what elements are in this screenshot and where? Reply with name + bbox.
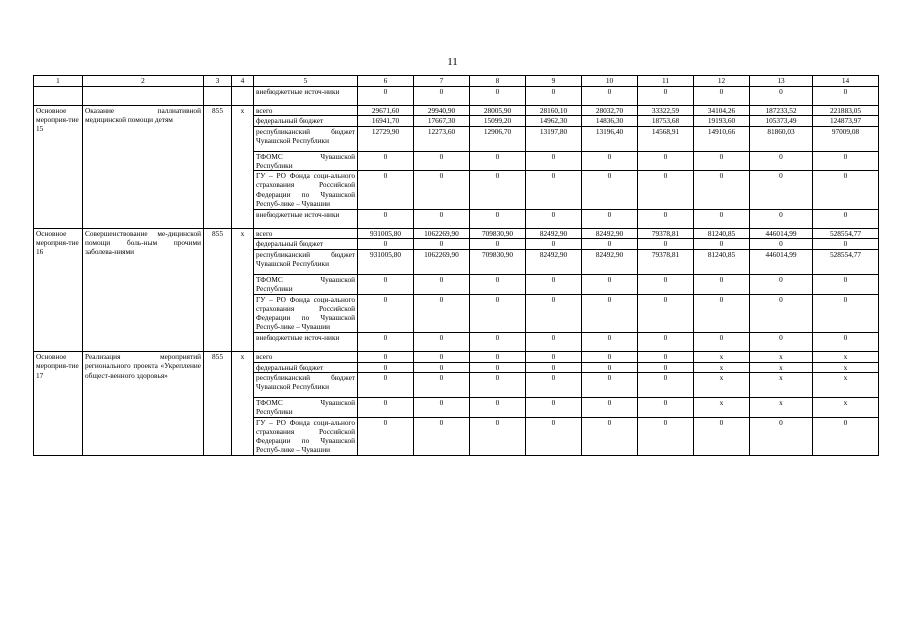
amount-cell: 0 (638, 332, 694, 352)
funding-source: федеральный бюджет (254, 116, 358, 126)
funding-source: республиканский бюджет Чувашской Республики (254, 249, 358, 274)
amount-cell: 17667,30 (414, 116, 470, 126)
amount-cell: 0 (638, 362, 694, 372)
amount-cell: 0 (470, 209, 526, 229)
amount-cell: 0 (582, 294, 638, 332)
amount-cell: 0 (638, 239, 694, 249)
amount-cell: 81240,85 (694, 229, 750, 239)
amount-cell: 0 (638, 209, 694, 229)
column-header-12: 12 (694, 76, 750, 87)
amount-cell: 29671,60 (358, 106, 414, 116)
amount-cell: 0 (358, 362, 414, 372)
empty-cell (232, 87, 254, 106)
amount-cell: 82492,90 (526, 249, 582, 274)
event-number: Основное мероприя-тие 16 (34, 229, 83, 352)
amount-cell: 0 (813, 171, 879, 209)
amount-cell: 0 (414, 151, 470, 171)
amount-cell: 0 (694, 87, 750, 106)
amount-cell: 0 (638, 171, 694, 209)
amount-cell: 12906,70 (470, 126, 526, 151)
event-name: Совершенствование ме-дицинской помощи боль-ным прочими заболева-ниями (83, 229, 204, 352)
funding-source: внебюджетные источ-ники (254, 87, 358, 106)
empty-cell (34, 87, 83, 106)
amount-cell: 19193,60 (694, 116, 750, 126)
amount-cell: 0 (813, 209, 879, 229)
amount-cell: 0 (638, 352, 694, 362)
amount-cell: 446014,99 (750, 229, 813, 239)
event-name: Оказание паллиативной медицинской помощи детям (83, 106, 204, 229)
funding-source: внебюджетные источ-ники (254, 209, 358, 229)
funding-source: федеральный бюджет (254, 239, 358, 249)
column-header-3: 3 (204, 76, 232, 87)
column-header-14: 14 (813, 76, 879, 87)
amount-cell: 0 (813, 417, 879, 455)
amount-cell: 29940,90 (414, 106, 470, 116)
amount-cell: х (750, 398, 813, 418)
amount-cell: 0 (813, 274, 879, 294)
amount-cell: 0 (526, 352, 582, 362)
amount-cell: 221883,05 (813, 106, 879, 116)
amount-cell: 0 (414, 171, 470, 209)
amount-cell: 931005,80 (358, 249, 414, 274)
amount-cell: 12273,60 (414, 126, 470, 151)
amount-cell: 0 (526, 372, 582, 397)
amount-cell: 0 (582, 398, 638, 418)
amount-cell: 0 (582, 87, 638, 106)
amount-cell: 0 (638, 274, 694, 294)
amount-cell: 14910,66 (694, 126, 750, 151)
amount-cell: 79378,81 (638, 249, 694, 274)
amount-cell: 0 (694, 332, 750, 352)
amount-cell: 0 (470, 332, 526, 352)
amount-cell: 0 (358, 372, 414, 397)
amount-cell: х (694, 398, 750, 418)
amount-cell: 0 (358, 417, 414, 455)
amount-cell: 0 (414, 398, 470, 418)
funding-source: внебюджетные источ-ники (254, 332, 358, 352)
table-row (34, 352, 879, 362)
budget-code: 855 (204, 106, 232, 229)
amount-cell: 0 (470, 362, 526, 372)
amount-cell: х (750, 372, 813, 397)
amount-cell: 28005,90 (470, 106, 526, 116)
amount-cell: 0 (358, 171, 414, 209)
amount-cell: 0 (414, 294, 470, 332)
amount-cell: х (694, 372, 750, 397)
amount-cell: 0 (582, 362, 638, 372)
amount-cell: 0 (358, 274, 414, 294)
amount-cell: 0 (813, 332, 879, 352)
amount-cell: 0 (694, 151, 750, 171)
amount-cell: 0 (750, 239, 813, 249)
amount-cell: 0 (582, 239, 638, 249)
amount-cell: 79378,81 (638, 229, 694, 239)
amount-cell: 0 (526, 274, 582, 294)
amount-cell: 0 (414, 274, 470, 294)
table-header (34, 76, 879, 87)
amount-cell: 0 (638, 372, 694, 397)
table-row (34, 229, 879, 239)
amount-cell: 0 (358, 352, 414, 362)
amount-cell: 0 (582, 209, 638, 229)
amount-cell: 0 (414, 352, 470, 362)
amount-cell: 0 (526, 332, 582, 352)
column-header-6: 6 (358, 76, 414, 87)
amount-cell: 1062269,90 (414, 229, 470, 239)
event-number: Основное мероприя-тие 15 (34, 106, 83, 229)
amount-cell: 0 (414, 239, 470, 249)
amount-cell: 0 (750, 151, 813, 171)
amount-cell: 0 (470, 294, 526, 332)
amount-cell: 0 (526, 171, 582, 209)
amount-cell: 0 (358, 332, 414, 352)
funding-source: всего (254, 229, 358, 239)
amount-cell: 0 (694, 239, 750, 249)
amount-cell: 0 (358, 294, 414, 332)
mark-cell: х (232, 106, 254, 229)
amount-cell: 0 (638, 417, 694, 455)
amount-cell: 0 (813, 87, 879, 106)
amount-cell: 709830,90 (470, 229, 526, 239)
amount-cell: х (694, 362, 750, 372)
amount-cell: 0 (526, 209, 582, 229)
amount-cell: 0 (582, 372, 638, 397)
amount-cell: 0 (750, 294, 813, 332)
amount-cell: х (694, 352, 750, 362)
amount-cell: 13196,40 (582, 126, 638, 151)
funding-source: всего (254, 106, 358, 116)
budget-code: 855 (204, 229, 232, 352)
amount-cell: 709830,90 (470, 249, 526, 274)
empty-cell (204, 87, 232, 106)
amount-cell: 0 (414, 332, 470, 352)
funding-source: ГУ – РО Фонда соци-ального страхования Российской Федерации по Чувашской Респуб-лике – Чувашии (254, 417, 358, 455)
column-header-4: 4 (232, 76, 254, 87)
column-header-7: 7 (414, 76, 470, 87)
column-header-5: 5 (254, 76, 358, 87)
amount-cell: 0 (750, 209, 813, 229)
amount-cell: х (813, 372, 879, 397)
amount-cell: 0 (582, 274, 638, 294)
amount-cell: 0 (414, 209, 470, 229)
column-header-11: 11 (638, 76, 694, 87)
amount-cell: 0 (813, 151, 879, 171)
table-body (34, 87, 879, 456)
amount-cell: 0 (526, 417, 582, 455)
amount-cell: 0 (638, 398, 694, 418)
amount-cell: 14962,30 (526, 116, 582, 126)
funding-source: республиканский бюджет Чувашской Республики (254, 372, 358, 397)
amount-cell: 446014,99 (750, 249, 813, 274)
budget-table (33, 75, 879, 456)
amount-cell: 81860,03 (750, 126, 813, 151)
amount-cell: 0 (638, 87, 694, 106)
amount-cell: 33322,59 (638, 106, 694, 116)
amount-cell: 28160,10 (526, 106, 582, 116)
column-header-9: 9 (526, 76, 582, 87)
amount-cell: х (813, 398, 879, 418)
amount-cell: 0 (694, 294, 750, 332)
column-header-2: 2 (83, 76, 204, 87)
funding-source: всего (254, 352, 358, 362)
funding-source: ГУ – РО Фонда соци-ального страхования Российской Федерации по Чувашской Респуб-лике – Чувашии (254, 171, 358, 209)
amount-cell: 0 (694, 417, 750, 455)
mark-cell: х (232, 229, 254, 352)
amount-cell: 528554,77 (813, 249, 879, 274)
header-row (34, 76, 879, 87)
budget-code: 855 (204, 352, 232, 456)
amount-cell: х (750, 352, 813, 362)
amount-cell: х (750, 362, 813, 372)
amount-cell: 15099,20 (470, 116, 526, 126)
empty-cell (83, 87, 204, 106)
mark-cell: х (232, 352, 254, 456)
amount-cell: 124873,97 (813, 116, 879, 126)
amount-cell: 0 (526, 294, 582, 332)
column-header-8: 8 (470, 76, 526, 87)
amount-cell: 0 (358, 151, 414, 171)
amount-cell: 0 (526, 362, 582, 372)
amount-cell: 528554,77 (813, 229, 879, 239)
event-number: Основное мероприя-тие 17 (34, 352, 83, 456)
amount-cell: 0 (694, 274, 750, 294)
amount-cell: 0 (750, 332, 813, 352)
amount-cell: 16941,70 (358, 116, 414, 126)
amount-cell: 105373,49 (750, 116, 813, 126)
amount-cell: 0 (813, 239, 879, 249)
funding-source: ГУ – РО Фонда соци-ального страхования Российской Федерации по Чувашской Респуб-лике – Чувашии (254, 294, 358, 332)
amount-cell: 0 (470, 87, 526, 106)
amount-cell: 0 (582, 352, 638, 362)
amount-cell: 28032,70 (582, 106, 638, 116)
amount-cell: 0 (358, 209, 414, 229)
amount-cell: 0 (470, 274, 526, 294)
amount-cell: 187233,52 (750, 106, 813, 116)
amount-cell: 0 (638, 294, 694, 332)
amount-cell: 0 (813, 294, 879, 332)
amount-cell: 0 (414, 417, 470, 455)
amount-cell: 0 (470, 372, 526, 397)
amount-cell: 0 (526, 87, 582, 106)
amount-cell: 0 (358, 398, 414, 418)
event-name: Реализация мероприятий регионального проекта «Укрепление общест-венного здоровья» (83, 352, 204, 456)
amount-cell: 0 (750, 274, 813, 294)
funding-source: ТФОМС Чувашской Республики (254, 151, 358, 171)
amount-cell: 18753,68 (638, 116, 694, 126)
funding-source: ТФОМС Чувашской Республики (254, 398, 358, 418)
amount-cell: 0 (358, 239, 414, 249)
amount-cell: 931005,80 (358, 229, 414, 239)
amount-cell: 0 (582, 332, 638, 352)
amount-cell: 14568,91 (638, 126, 694, 151)
amount-cell: х (813, 362, 879, 372)
page-number: 11 (447, 56, 458, 68)
amount-cell: 81240,85 (694, 249, 750, 274)
amount-cell: 12729,90 (358, 126, 414, 151)
amount-cell: 0 (414, 87, 470, 106)
amount-cell: 0 (582, 171, 638, 209)
amount-cell: 0 (582, 417, 638, 455)
amount-cell: 1062269,90 (414, 249, 470, 274)
amount-cell: 13197,80 (526, 126, 582, 151)
amount-cell: 0 (750, 171, 813, 209)
amount-cell: 97009,08 (813, 126, 879, 151)
amount-cell: 14836,30 (582, 116, 638, 126)
column-header-13: 13 (750, 76, 813, 87)
amount-cell: 0 (470, 171, 526, 209)
amount-cell: 0 (470, 417, 526, 455)
amount-cell: 0 (470, 239, 526, 249)
amount-cell: 0 (358, 87, 414, 106)
amount-cell: 0 (526, 151, 582, 171)
amount-cell: 34104,26 (694, 106, 750, 116)
funding-source: республиканский бюджет Чувашской Республики (254, 126, 358, 151)
column-header-1: 1 (34, 76, 83, 87)
amount-cell: 0 (414, 372, 470, 397)
funding-source: федеральный бюджет (254, 362, 358, 372)
table-row (34, 106, 879, 116)
amount-cell: х (813, 352, 879, 362)
column-header-10: 10 (582, 76, 638, 87)
amount-cell: 82492,90 (582, 229, 638, 239)
table-row (34, 87, 879, 106)
amount-cell: 82492,90 (526, 229, 582, 239)
amount-cell: 0 (694, 171, 750, 209)
funding-source: ТФОМС Чувашской Республики (254, 274, 358, 294)
amount-cell: 0 (694, 209, 750, 229)
amount-cell: 0 (582, 151, 638, 171)
amount-cell: 0 (526, 239, 582, 249)
amount-cell: 0 (638, 151, 694, 171)
amount-cell: 82492,90 (582, 249, 638, 274)
amount-cell: 0 (470, 352, 526, 362)
amount-cell: 0 (470, 398, 526, 418)
amount-cell: 0 (750, 87, 813, 106)
amount-cell: 0 (414, 362, 470, 372)
amount-cell: 0 (526, 398, 582, 418)
amount-cell: 0 (750, 417, 813, 455)
amount-cell: 0 (470, 151, 526, 171)
